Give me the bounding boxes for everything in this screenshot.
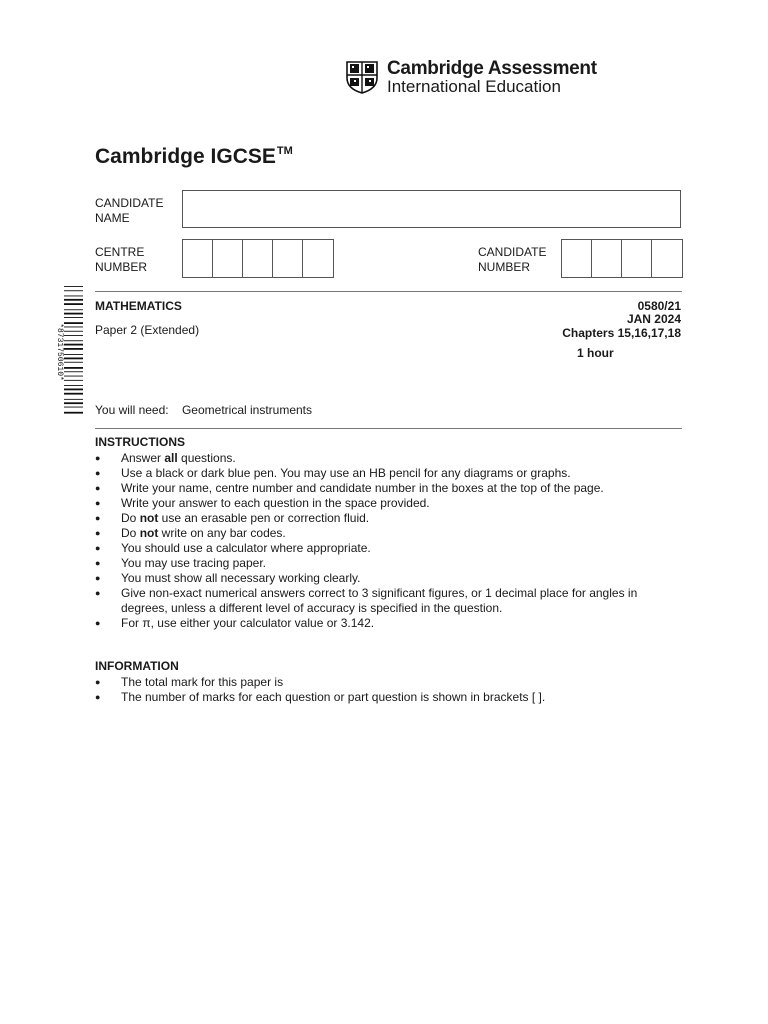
list-item: ● Write your name, centre number and candidate number in the boxes at the top of the page. <box>95 481 685 496</box>
candidate-name-label: CANDIDATE NAME <box>95 196 164 225</box>
list-item: ● Do not write on any bar codes. <box>95 526 685 541</box>
centre-digit-box[interactable] <box>273 240 303 277</box>
cambridge-crest-icon <box>345 60 379 94</box>
list-item: ● Use a black or dark blue pen. You may use an HB pencil for any diagrams or graphs. <box>95 466 685 481</box>
centre-number-field[interactable] <box>182 239 334 278</box>
centre-digit-box[interactable] <box>213 240 243 277</box>
centre-digit-box[interactable] <box>183 240 213 277</box>
information-heading: INFORMATION <box>95 659 179 673</box>
materials-items: Geometrical instruments <box>181 403 313 417</box>
exam-duration: 1 hour <box>577 346 614 360</box>
divider <box>95 428 682 429</box>
centre-digit-box[interactable] <box>243 240 273 277</box>
list-item: ● You may use tracing paper. <box>95 556 685 571</box>
barcode-text: *8731750610* <box>55 323 64 381</box>
candidate-digit-box[interactable] <box>562 240 592 277</box>
candidate-number-field[interactable] <box>561 239 683 278</box>
list-item: ● Give non-exact numerical answers correct to 3 significant figures, or 1 decimal place for angles in degrees, unless a different level of accuracy is specified in the question. <box>95 586 685 616</box>
logo-title: Cambridge Assessment <box>387 58 597 79</box>
candidate-name-field[interactable] <box>182 190 681 228</box>
candidate-digit-box[interactable] <box>592 240 622 277</box>
trademark-mark: TM <box>276 145 293 157</box>
paper-code: 0580/21 <box>637 299 681 313</box>
divider <box>95 291 682 292</box>
list-item: ● Write your answer to each question in the space provided. <box>95 496 685 511</box>
centre-number-label: CENTRE NUMBER <box>95 245 148 274</box>
qualification-title <box>95 145 293 169</box>
list-item: ● You must show all necessary working clearly. <box>95 571 685 586</box>
candidate-digit-box[interactable] <box>652 240 682 277</box>
list-item: ● The total mark for this paper is <box>95 675 685 690</box>
information-list <box>95 675 685 705</box>
list-item: ● The number of marks for each question or part question is shown in brackets [ ]. <box>95 690 685 705</box>
paper-name: Paper 2 (Extended) <box>95 323 200 337</box>
instructions-heading: INSTRUCTIONS <box>95 435 185 449</box>
list-item: ● You should use a calculator where appropriate. <box>95 541 685 556</box>
materials-line <box>95 403 312 417</box>
qualification-name: Cambridge IGCSE <box>95 145 276 168</box>
list-item: ● Answer all questions. <box>95 451 685 466</box>
candidate-number-label: CANDIDATE NUMBER <box>478 245 547 274</box>
instructions-list <box>95 451 685 631</box>
list-item: ● Do not use an erasable pen or correction fluid. <box>95 511 685 526</box>
subject-title: MATHEMATICS <box>95 299 182 313</box>
materials-label: You will need: <box>95 403 169 417</box>
logo-subtitle: International Education <box>387 77 561 96</box>
barcode <box>55 286 83 418</box>
candidate-digit-box[interactable] <box>622 240 652 277</box>
list-item: ● For π, use either your calculator value or 3.142. <box>95 616 685 631</box>
centre-digit-box[interactable] <box>303 240 333 277</box>
chapters: Chapters 15,16,17,18 <box>562 326 681 340</box>
exam-session: JAN 2024 <box>626 312 681 326</box>
